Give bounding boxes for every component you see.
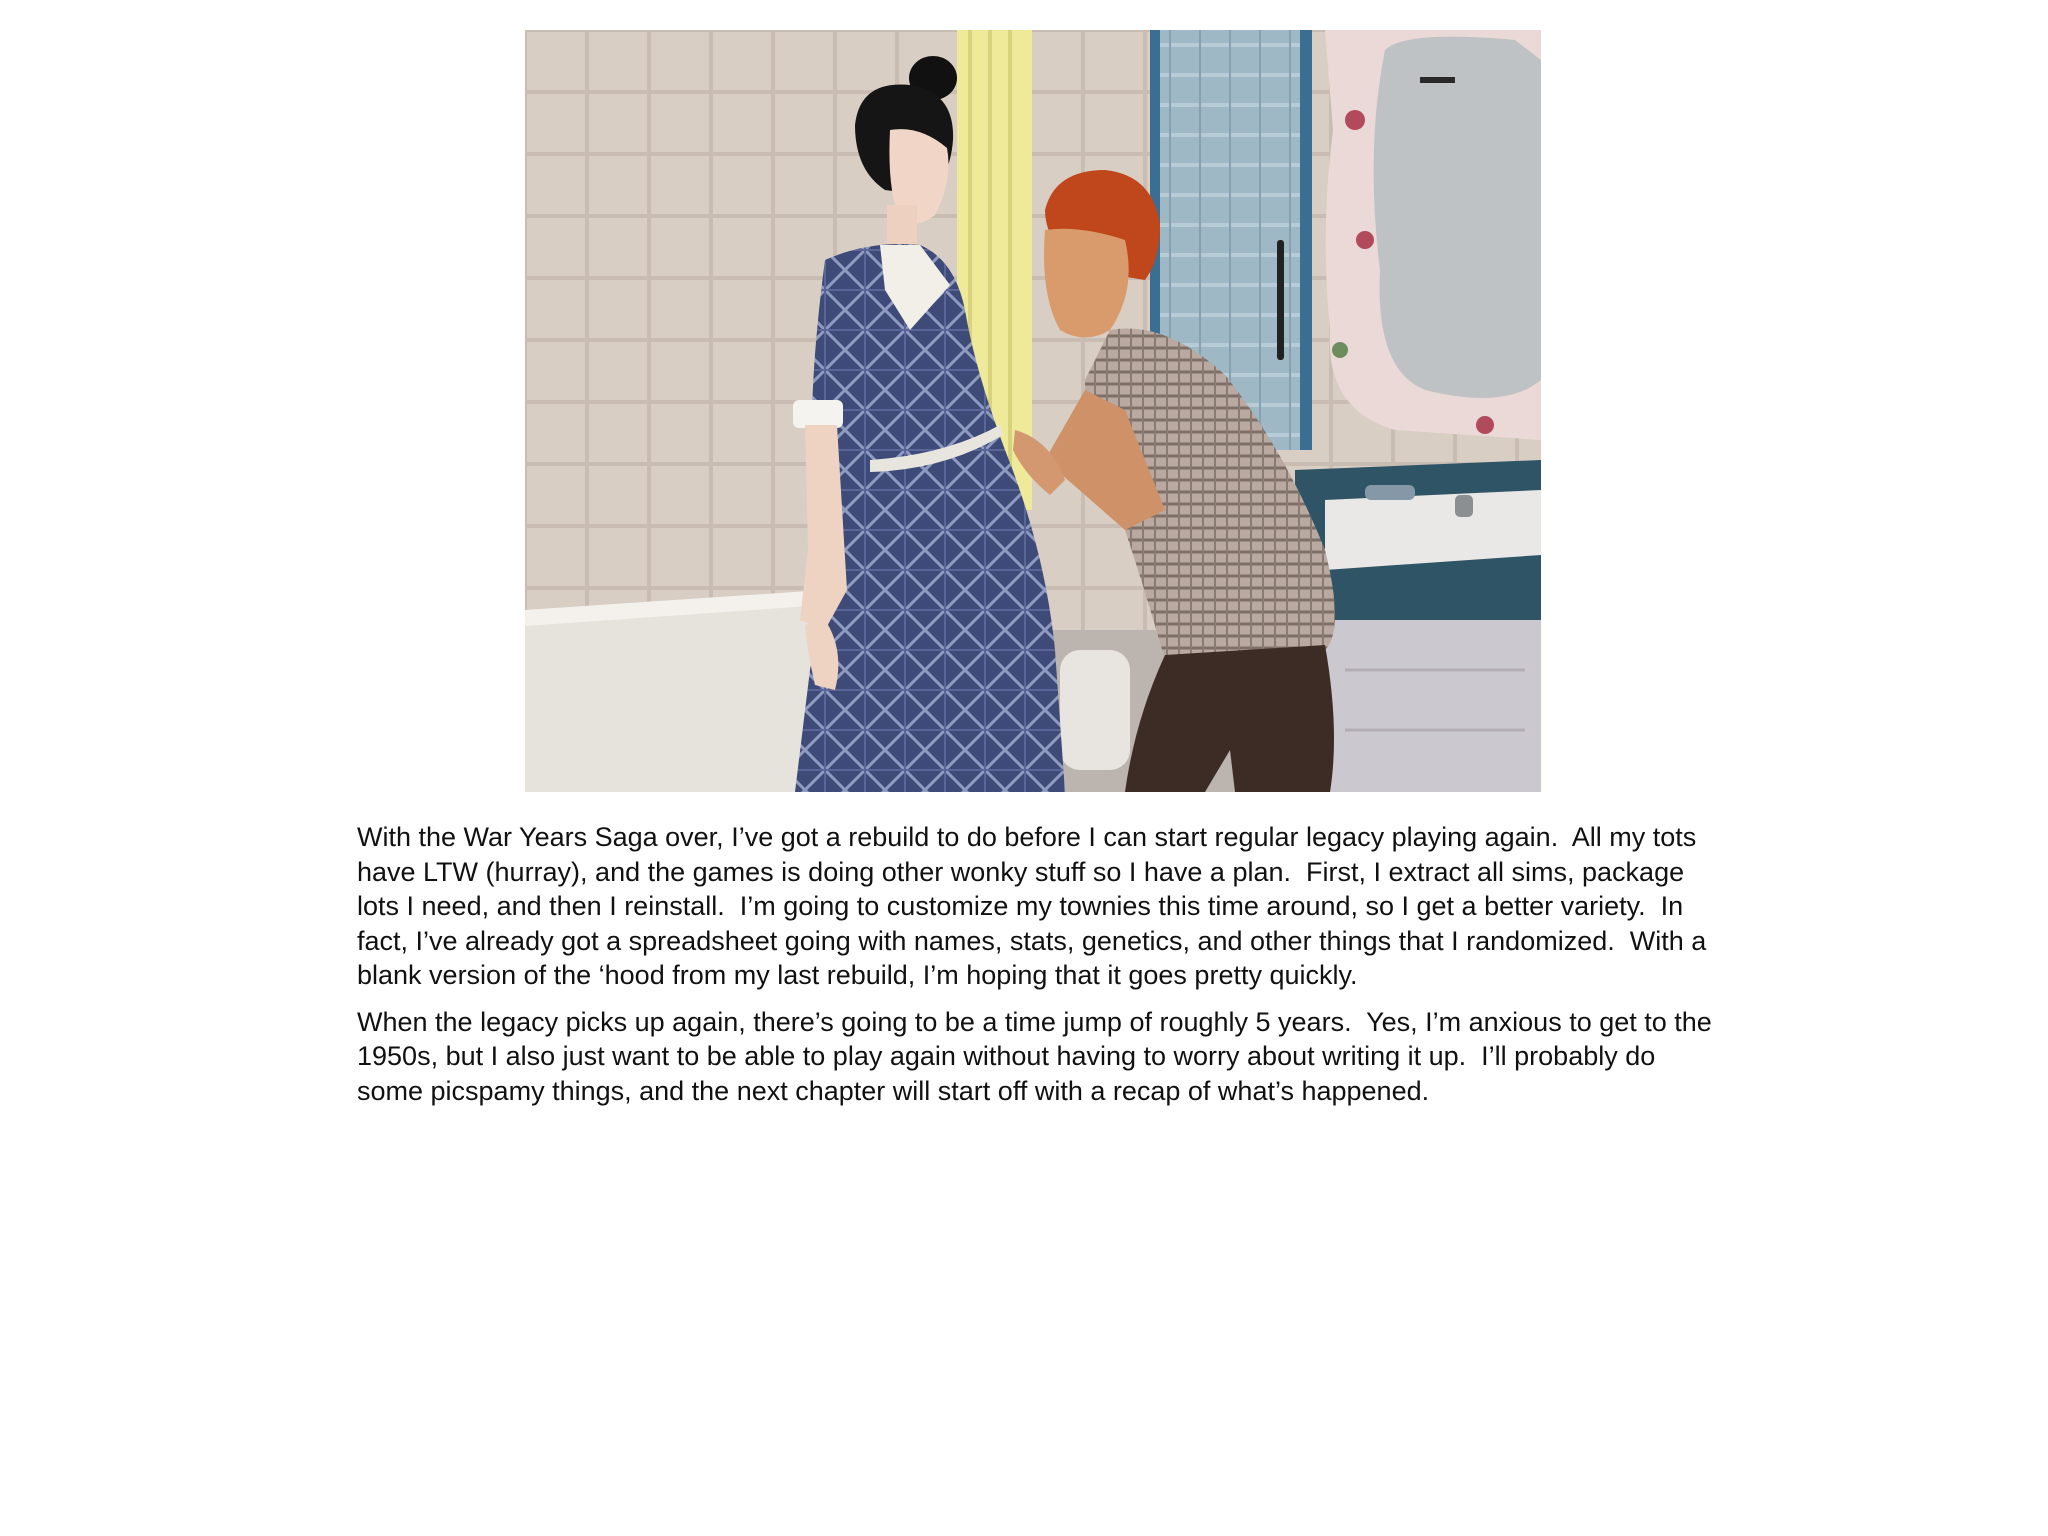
bathroom-scene-illustration — [525, 30, 1541, 792]
paragraph-2: When the legacy picks up again, there’s going to be a time jump of roughly 5 years. Yes, I’m anxious to get to the 1950s, but I also just want to be able to play again without having to worry about writing it up. I’ll probably do some picspamy things, and the next chapter will start off with a recap of what’s happened. — [357, 1006, 1720, 1106]
paragraph-1: With the War Years Saga over, I’ve got a rebuild to do before I can start regular legacy playing again. All my tots have LTW (hurray), and the games is doing other wonky stuff so I have a plan. First, I extract all sims, package lots I need, and then I reinstall. I’m going to customize my townies this time around, so I get a better variety. In fact, I’ve already got a spreadsheet going with names, stats, genetics, and other things that I randomized. With a blank version of the ‘hood from my last rebuild, I’m hoping that it goes pretty quickly. — [357, 822, 1714, 990]
game-screenshot-image — [525, 30, 1541, 792]
document-body — [357, 820, 1722, 1120]
